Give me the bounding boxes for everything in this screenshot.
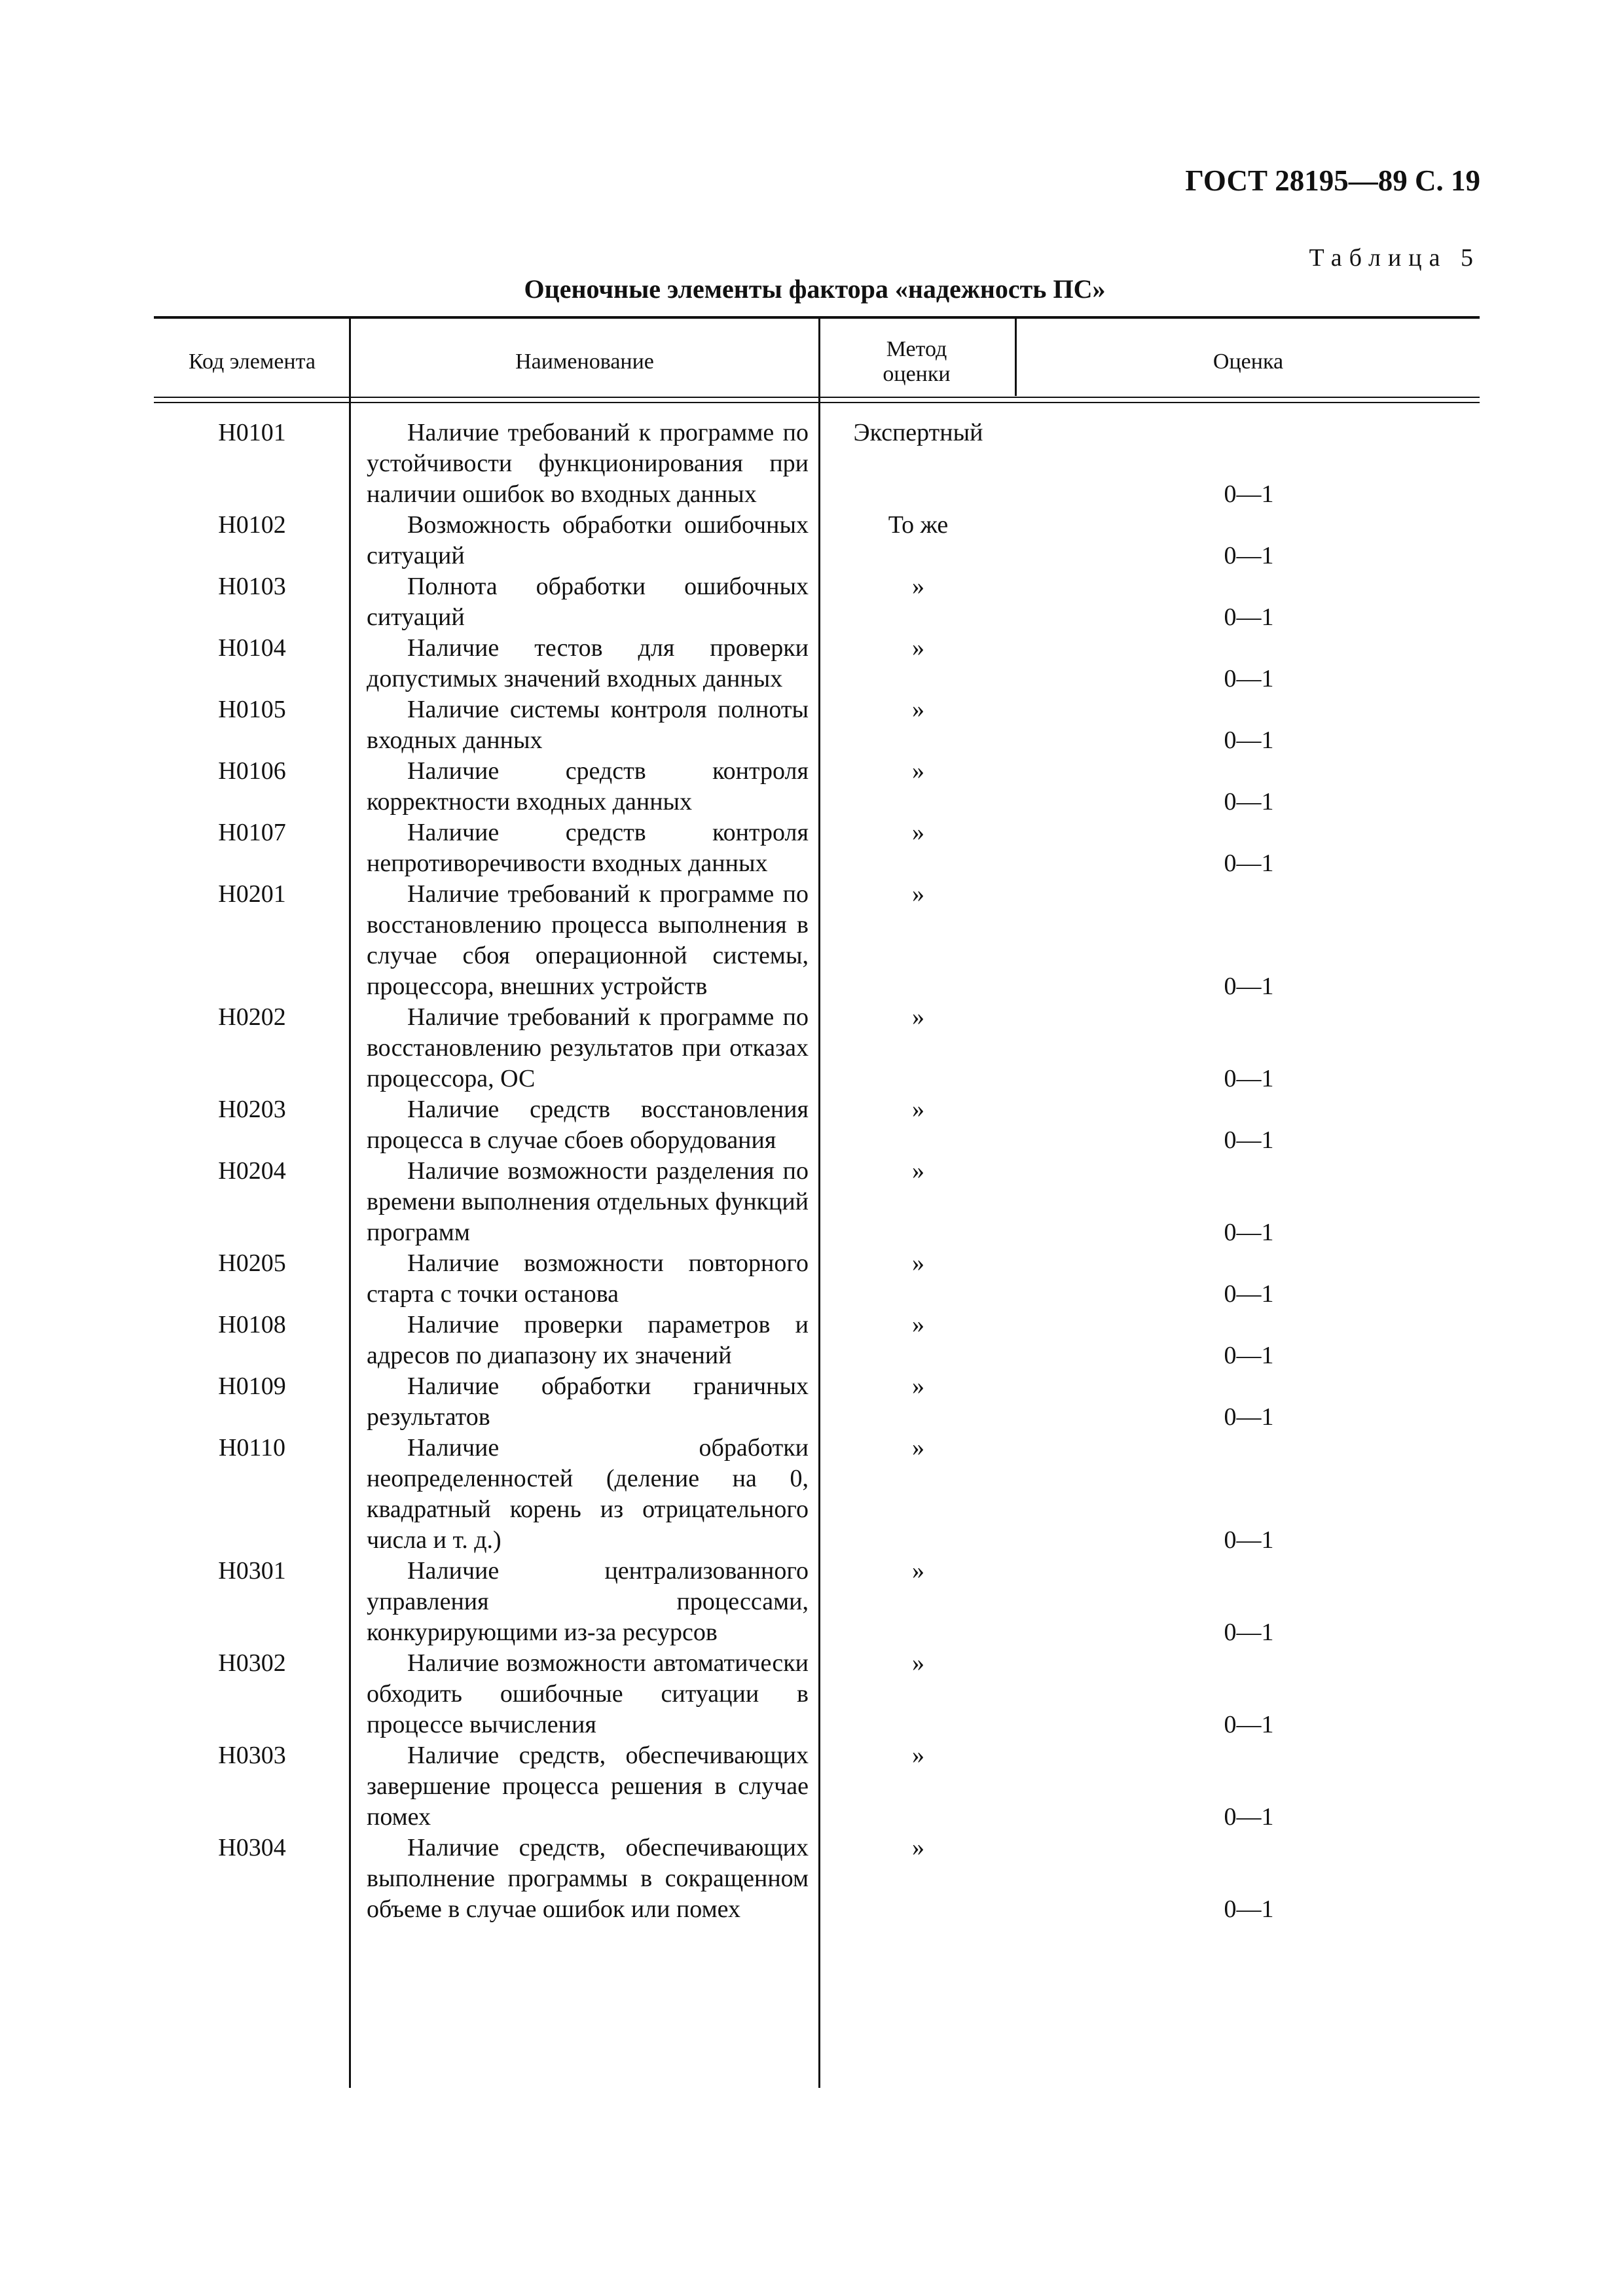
row-score: 0—1	[1224, 1342, 1274, 1369]
table-row	[0, 633, 1623, 694]
row-score: 0—1	[1224, 1895, 1274, 1923]
row-code: Н0304	[218, 1834, 286, 1861]
row-score: 0—1	[1224, 480, 1274, 508]
table-row	[0, 1002, 1623, 1094]
row-name: Наличие системы контроля полноты входных данных	[367, 696, 809, 754]
row-code: Н0110	[218, 1434, 286, 1462]
row-code: Н0204	[218, 1157, 286, 1185]
row-name: Полнота обработки ошибочных ситуаций	[367, 573, 809, 631]
row-code: Н0108	[218, 1311, 286, 1338]
row-name: Наличие средств, обеспечивающих завершение процесса решения в случае помех	[367, 1742, 809, 1831]
row-score: 0—1	[1224, 665, 1274, 692]
row-name: Наличие обработки неопределенностей (деление на 0, квадратный корень из отрицательного числа и т. д.)	[367, 1434, 809, 1554]
row-code: Н0103	[218, 573, 286, 600]
row-score: 0—1	[1224, 1219, 1274, 1246]
table-row	[0, 694, 1623, 756]
row-score: 0—1	[1224, 1803, 1274, 1831]
row-score: 0—1	[1224, 1711, 1274, 1738]
table-top-rule	[154, 316, 1480, 319]
row-code: Н0109	[218, 1372, 286, 1400]
row-score: 0—1	[1224, 542, 1274, 569]
table-row	[0, 1248, 1623, 1310]
row-code: Н0105	[218, 696, 286, 723]
row-method: »	[912, 1434, 924, 1462]
row-name: Наличие централизованного управления процессами, конкурирующими из-за ресурсов	[367, 1557, 809, 1646]
row-code: Н0201	[218, 880, 286, 908]
column-header-method: Метод оценки	[883, 336, 951, 386]
row-code: Н0104	[218, 634, 286, 662]
table-row	[0, 1310, 1623, 1371]
row-score: 0—1	[1224, 1619, 1274, 1646]
row-code: Н0205	[218, 1249, 286, 1277]
row-code: Н0202	[218, 1003, 286, 1031]
column-header-code: Код элемента	[188, 349, 316, 374]
table-number: Таблица 5	[1309, 244, 1480, 272]
page-header: ГОСТ 28195—89 С. 19	[1185, 164, 1480, 197]
table-row	[0, 1371, 1623, 1433]
row-score: 0—1	[1224, 1065, 1274, 1092]
table-row	[0, 571, 1623, 633]
table-row	[0, 1433, 1623, 1556]
row-method: »	[912, 696, 924, 723]
row-name: Наличие возможности автоматически обходить ошибочные ситуации в процессе вычисления	[367, 1649, 809, 1738]
row-score: 0—1	[1224, 603, 1274, 631]
row-name: Наличие требований к программе по устойчивости функционирования при наличии ошибок во входных данных	[367, 419, 809, 508]
table-row	[0, 879, 1623, 1002]
row-name: Наличие требований к программе по восстановлению результатов при отказах процессора, ОС	[367, 1003, 809, 1092]
table-row	[0, 817, 1623, 879]
row-score: 0—1	[1224, 1526, 1274, 1554]
table-row	[0, 1094, 1623, 1156]
row-name: Наличие средств контроля непротиворечивости входных данных	[367, 819, 809, 877]
row-method: »	[912, 573, 924, 600]
row-method: »	[912, 880, 924, 908]
row-method: »	[912, 1157, 924, 1185]
row-name: Наличие обработки граничных результатов	[367, 1372, 809, 1431]
row-score: 0—1	[1224, 1403, 1274, 1431]
table-row	[0, 1556, 1623, 1648]
row-code: Н0107	[218, 819, 286, 846]
row-name: Наличие проверки параметров и адресов по диапазону их значений	[367, 1311, 809, 1369]
row-method: »	[912, 1742, 924, 1769]
row-code: Н0102	[218, 511, 286, 539]
table-body	[0, 418, 1623, 1925]
column-header-name: Наименование	[515, 349, 654, 374]
row-score: 0—1	[1224, 1126, 1274, 1154]
row-name: Наличие средств контроля корректности входных данных	[367, 757, 809, 816]
row-method: Экспертный	[853, 419, 983, 446]
table-row	[0, 756, 1623, 817]
row-name: Наличие тестов для проверки допустимых значений входных данных	[367, 634, 809, 692]
row-code: Н0203	[218, 1096, 286, 1123]
row-method: »	[912, 1311, 924, 1338]
row-method: »	[912, 1557, 924, 1585]
row-score: 0—1	[1224, 788, 1274, 816]
row-method: »	[912, 634, 924, 662]
row-code: Н0101	[218, 419, 286, 446]
table-title: Оценочные элементы фактора «надежность ПС»	[524, 274, 1106, 304]
row-method: То же	[888, 511, 949, 539]
row-method: »	[912, 819, 924, 846]
column-header-score: Оценка	[1213, 349, 1284, 374]
row-method: »	[912, 757, 924, 785]
row-method: »	[912, 1003, 924, 1031]
row-code: Н0302	[218, 1649, 286, 1677]
table-row	[0, 1740, 1623, 1833]
table-row	[0, 1648, 1623, 1740]
row-name: Наличие средств, обеспечивающих выполнение программы в сокращенном объеме в случае ошибок или помех	[367, 1834, 809, 1923]
row-score: 0—1	[1224, 726, 1274, 754]
row-code: Н0301	[218, 1557, 286, 1585]
row-method: »	[912, 1834, 924, 1861]
row-method: »	[912, 1096, 924, 1123]
row-name: Наличие возможности разделения по времени выполнения отдельных функций программ	[367, 1157, 809, 1246]
row-name: Наличие возможности повторного старта с точки останова	[367, 1249, 809, 1308]
table-row	[0, 418, 1623, 510]
row-name: Наличие средств восстановления процесса в случае сбоев оборудования	[367, 1096, 809, 1154]
row-method: »	[912, 1249, 924, 1277]
table-row	[0, 1833, 1623, 1925]
row-score: 0—1	[1224, 850, 1274, 877]
table-row	[0, 1156, 1623, 1248]
table-row	[0, 510, 1623, 571]
row-name: Наличие требований к программе по восстановлению процесса выполнения в случае сбоя операционной системы, процессора, внешних устройств	[367, 880, 809, 1000]
row-code: Н0303	[218, 1742, 286, 1769]
row-method: »	[912, 1372, 924, 1400]
row-name: Возможность обработки ошибочных ситуаций	[367, 511, 809, 569]
row-score: 0—1	[1224, 1280, 1274, 1308]
header-double-rule-bottom	[154, 402, 1480, 403]
row-score: 0—1	[1224, 973, 1274, 1000]
row-code: Н0106	[218, 757, 286, 785]
row-method: »	[912, 1649, 924, 1677]
